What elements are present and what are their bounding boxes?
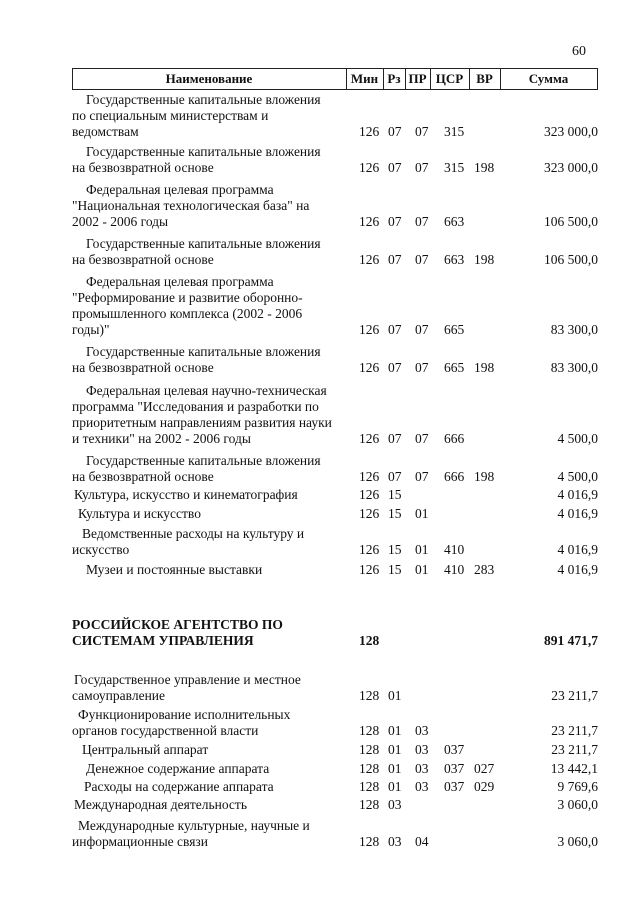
cell-sum: 4 016,9 — [557, 562, 598, 577]
header-csr: ЦСР — [435, 71, 464, 86]
row-name-line: Международная деятельность — [74, 797, 247, 812]
row-name-line: на безвозвратной основе — [72, 252, 214, 267]
row-name-line: Государственные капитальные вложения — [86, 453, 321, 468]
cell-pr: 07 — [415, 252, 429, 267]
row-name-line: Государственные капитальные вложения — [86, 144, 321, 159]
cell-sum: 3 060,0 — [557, 834, 598, 849]
cell-sum: 106 500,0 — [544, 214, 598, 229]
table-row — [72, 707, 598, 739]
row-name — [72, 672, 301, 704]
row-name-line: по специальным министерствам и — [72, 108, 269, 123]
table-row — [72, 236, 598, 268]
row-name — [72, 818, 310, 850]
row-name — [72, 506, 201, 522]
row-name-line: и техники" на 2002 - 2006 годы — [72, 431, 251, 446]
table-row — [72, 761, 598, 777]
cell-rz: 15 — [388, 542, 402, 557]
cell-min: 126 — [359, 431, 380, 446]
cell-pr: 07 — [415, 160, 429, 175]
row-name — [72, 617, 283, 649]
row-name — [72, 779, 274, 795]
table-row — [72, 383, 598, 447]
header-rz: Рз — [387, 71, 401, 86]
header-top-rule — [72, 68, 598, 69]
cell-csr: 666 — [444, 431, 465, 446]
row-name-line: искусство — [72, 542, 130, 557]
row-name — [72, 236, 321, 268]
row-name-line: информационные связи — [72, 834, 208, 849]
row-name-line: РОССИЙСКОЕ АГЕНТСТВО ПО — [72, 617, 283, 632]
cell-pr: 07 — [415, 214, 429, 229]
table-row — [72, 453, 598, 485]
row-name-line: ведомствам — [72, 124, 139, 139]
cell-sum: 106 500,0 — [544, 252, 598, 267]
row-name-line: Денежное содержание аппарата — [86, 761, 270, 776]
cell-rz: 01 — [388, 761, 402, 776]
cell-csr: 410 — [444, 542, 465, 557]
cell-vr: 198 — [474, 252, 495, 267]
cell-csr: 666 — [444, 469, 465, 484]
cell-min: 126 — [359, 214, 380, 229]
row-name — [72, 274, 303, 338]
row-name-line: Федеральная целевая научно-техническая — [86, 383, 327, 398]
row-name — [72, 797, 247, 813]
row-name-line: Государственные капитальные вложения — [86, 344, 321, 359]
cell-sum: 83 300,0 — [550, 360, 598, 375]
header-divider — [597, 68, 598, 90]
row-name-line: самоуправление — [72, 688, 166, 703]
table-row — [72, 506, 598, 522]
cell-rz: 07 — [388, 252, 402, 267]
page-number: 60 — [572, 44, 586, 59]
cell-rz: 07 — [388, 322, 402, 337]
cell-csr: 315 — [444, 160, 465, 175]
cell-sum: 83 300,0 — [550, 322, 598, 337]
table-row — [72, 526, 598, 558]
cell-rz: 07 — [388, 360, 402, 375]
cell-csr: 315 — [444, 124, 465, 139]
table-row — [72, 274, 598, 338]
header-min: Мин — [350, 71, 379, 86]
table-row — [72, 144, 598, 176]
row-name-line: Расходы на содержание аппарата — [84, 779, 274, 794]
cell-rz: 01 — [388, 779, 402, 794]
row-name-line: органов государственной власти — [72, 723, 259, 738]
row-name-line: Культура и искусство — [78, 506, 201, 521]
cell-csr: 037 — [444, 742, 465, 757]
header-pr: ПР — [408, 71, 427, 86]
cell-rz: 07 — [388, 469, 402, 484]
cell-min: 128 — [359, 834, 380, 849]
cell-csr: 410 — [444, 562, 465, 577]
row-name-line: Культура, искусство и кинематография — [74, 487, 298, 502]
cell-sum: 23 211,7 — [551, 742, 598, 757]
cell-rz: 07 — [388, 124, 402, 139]
cell-pr: 07 — [415, 431, 429, 446]
row-name — [72, 526, 304, 558]
cell-pr: 01 — [415, 542, 429, 557]
cell-min: 128 — [359, 723, 380, 738]
row-name-line: на безвозвратной основе — [72, 160, 214, 175]
cell-rz: 07 — [388, 214, 402, 229]
header-bottom-rule — [72, 89, 598, 90]
cell-min: 126 — [359, 322, 380, 337]
cell-rz: 15 — [388, 487, 402, 502]
cell-min: 126 — [359, 487, 380, 502]
cell-min: 126 — [359, 562, 380, 577]
row-name — [72, 144, 321, 176]
row-name-line: Государственное управление и местное — [74, 672, 301, 687]
cell-pr: 07 — [415, 469, 429, 484]
cell-sum: 4 016,9 — [557, 542, 598, 557]
cell-rz: 15 — [388, 562, 402, 577]
cell-rz: 01 — [388, 742, 402, 757]
table-row — [72, 487, 598, 503]
cell-sum: 4 016,9 — [557, 487, 598, 502]
cell-min: 126 — [359, 124, 380, 139]
row-name-line: Музеи и постоянные выставки — [86, 562, 263, 577]
cell-pr: 03 — [415, 761, 429, 776]
row-name — [72, 562, 262, 578]
row-name — [72, 761, 269, 777]
cell-sum: 13 442,1 — [550, 761, 598, 776]
cell-min: 128 — [359, 797, 380, 812]
row-name-line: Ведомственные расходы на культуру и — [82, 526, 305, 541]
row-name — [72, 453, 321, 485]
cell-min: 126 — [359, 160, 380, 175]
table-row — [72, 92, 598, 140]
cell-vr: 198 — [474, 469, 495, 484]
row-name-line: Международные культурные, научные и — [78, 818, 310, 833]
row-name-line: годы)" — [72, 322, 110, 337]
cell-sum: 4 500,0 — [557, 431, 598, 446]
cell-min: 126 — [359, 542, 380, 557]
cell-sum: 23 211,7 — [551, 723, 598, 738]
cell-sum: 323 000,0 — [544, 160, 598, 175]
row-name — [72, 707, 290, 739]
cell-min: 128 — [359, 633, 380, 648]
cell-pr: 03 — [415, 779, 429, 794]
row-name-line: Федеральная целевая программа — [86, 274, 274, 289]
row-name-line: "Реформирование и развитие оборонно- — [72, 290, 303, 305]
row-name — [72, 487, 298, 503]
row-name-line: приоритетным направлениям развития науки — [72, 415, 332, 430]
cell-min: 126 — [359, 506, 380, 521]
table-row — [72, 742, 598, 758]
table-row — [72, 818, 598, 850]
table-row — [72, 562, 598, 578]
row-name — [72, 344, 321, 376]
cell-min: 128 — [359, 742, 380, 757]
header-sum: Сумма — [528, 71, 569, 86]
cell-sum: 9 769,6 — [557, 779, 598, 794]
table-row — [72, 617, 598, 649]
row-name — [72, 742, 208, 758]
cell-pr: 04 — [415, 834, 429, 849]
cell-pr: 03 — [415, 742, 429, 757]
cell-csr: 037 — [444, 779, 465, 794]
cell-vr: 283 — [474, 562, 495, 577]
row-name — [72, 182, 309, 230]
cell-rz: 03 — [388, 834, 402, 849]
cell-sum: 4 500,0 — [557, 469, 598, 484]
row-name — [72, 92, 321, 140]
row-name-line: Государственные капитальные вложения — [86, 236, 321, 251]
cell-rz: 01 — [388, 688, 402, 703]
table-row — [72, 182, 598, 230]
row-name-line: Центральный аппарат — [82, 742, 209, 757]
cell-sum: 891 471,7 — [544, 633, 598, 648]
cell-rz: 01 — [388, 723, 402, 738]
cell-min: 128 — [359, 688, 380, 703]
row-name-line: "Национальная технологическая база" на — [72, 198, 310, 213]
cell-min: 126 — [359, 469, 380, 484]
cell-pr: 03 — [415, 723, 429, 738]
header-vr: ВР — [476, 71, 493, 86]
cell-csr: 663 — [444, 214, 465, 229]
cell-csr: 665 — [444, 322, 465, 337]
table-row — [72, 779, 598, 795]
row-name-line: Функционирование исполнительных — [78, 707, 291, 722]
table-row — [72, 344, 598, 376]
table-row — [72, 797, 598, 813]
cell-pr: 07 — [415, 322, 429, 337]
cell-sum: 23 211,7 — [551, 688, 598, 703]
cell-vr: 029 — [474, 779, 495, 794]
row-name-line: программа "Исследования и разработки по — [72, 399, 319, 414]
cell-rz: 03 — [388, 797, 402, 812]
cell-min: 128 — [359, 761, 380, 776]
cell-min: 126 — [359, 252, 380, 267]
table-row — [72, 672, 598, 704]
cell-csr: 663 — [444, 252, 465, 267]
cell-rz: 07 — [388, 160, 402, 175]
row-name-line: на безвозвратной основе — [72, 469, 214, 484]
cell-rz: 07 — [388, 431, 402, 446]
cell-rz: 15 — [388, 506, 402, 521]
cell-vr: 198 — [474, 360, 495, 375]
cell-sum: 323 000,0 — [544, 124, 598, 139]
cell-sum: 4 016,9 — [557, 506, 598, 521]
cell-pr: 07 — [415, 360, 429, 375]
cell-vr: 198 — [474, 160, 495, 175]
row-name-line: Федеральная целевая программа — [86, 182, 274, 197]
row-name-line: 2002 - 2006 годы — [72, 214, 169, 229]
cell-min: 126 — [359, 360, 380, 375]
cell-pr: 07 — [415, 124, 429, 139]
cell-csr: 037 — [444, 761, 465, 776]
header-name: Наименование — [165, 71, 253, 86]
row-name — [72, 383, 332, 447]
row-name-line: СИСТЕМАМ УПРАВЛЕНИЯ — [72, 633, 254, 648]
cell-min: 128 — [359, 779, 380, 794]
row-name-line: Государственные капитальные вложения — [86, 92, 321, 107]
cell-sum: 3 060,0 — [557, 797, 598, 812]
cell-csr: 665 — [444, 360, 465, 375]
row-name-line: на безвозвратной основе — [72, 360, 214, 375]
row-name-line: промышленного комплекса (2002 - 2006 — [72, 306, 303, 321]
cell-vr: 027 — [474, 761, 495, 776]
table-header — [72, 68, 598, 90]
cell-pr: 01 — [415, 506, 429, 521]
cell-pr: 01 — [415, 562, 429, 577]
